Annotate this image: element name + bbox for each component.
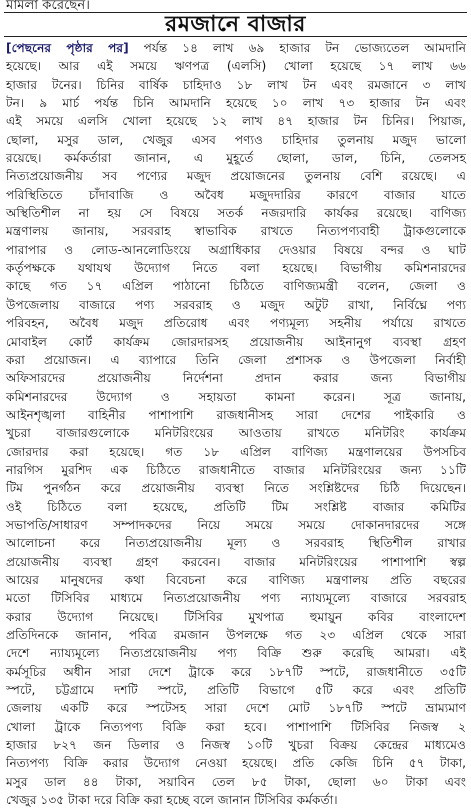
article-line: পারাপার ও লোড-আনলোডিংয়ে অগ্রাধিকার দেওয়ার বিষয়ে বন্দর ও ঘাট <box>6 242 466 257</box>
article-line: স্পটে, চট্টগ্রামে দশটি স্পটে, প্রতিটি বিভাগে ৫টি করে এবং প্রতিটি <box>6 683 466 698</box>
article-line: টিম পুনর্গঠন করে প্রয়োজনীয় ব্যবস্থা নিতে সংশ্লিষ্টদের চিঠি দিয়েছেন। <box>6 481 466 496</box>
continuation-kicker: [পেছনের পৃষ্ঠার পর] <box>6 41 129 55</box>
article-line: খোলা ট্রাকে নিত্যপণ্য বিক্রি করা হবে। পাশাপাশি টিসিবির নিজস্ব ২ <box>6 719 466 734</box>
article-line: রয়েছে। কর্মকর্তারা জানান, এ মুহূর্তে ছোলা, ডাল, চিনি, তেলসহ <box>6 151 466 166</box>
article-line: নিত্যপণ্য বিক্রি করার উদ্যোগ নেওয়া হয়েছে। প্রতি কেজি চিনি ৫৭ টাকা, <box>6 756 466 771</box>
article-line: কর্তৃপক্ষকে যথাযথ উদ্যোগ নিতে বলা হয়েছে। বিভাগীয় কমিশনারদের <box>6 261 466 276</box>
article-line: জোরদার করা হয়েছে। গত ১৮ এপ্রিল বাণিজ্য মন্ত্রণালয়ের উপসচিব <box>6 444 466 459</box>
article-line: খুচরা বাজারগুলোকে মনিটরিংয়ের আওতায় রাখতে মনিটরিং কার্যক্রম <box>6 426 466 441</box>
article-line: ওই চিঠিতে বলা হয়েছে, প্রতিটি টিম সংশ্লিষ্ট বাজার কমিটির <box>6 499 466 514</box>
article-line-first <box>6 39 466 57</box>
article-line: মতো টিসিবির মাধ্যমে নিত্যপ্রয়োজনীয় পণ্য ন্যায্যমূল্যে বাজারে সরবরাহ <box>6 591 466 606</box>
article-line: ছোলা, মসুর ডাল, খেজুর এসব পণ্যও চাহিদার তুলনায় মজুদ ভালো <box>6 132 466 147</box>
article-line: অস্থিতিশীল না হয় সে বিষয়ে সতর্ক নজরদারি কার্যকর রয়েছে। বাণিজ্য <box>6 206 466 221</box>
article-line: আইনশৃঙ্খলা বাহিনীর পাশাপাশি রাজধানীসহ সারা দেশের পাইকারি ও <box>6 407 466 422</box>
article-line: হয়েছে। আর এই সময়ে ঋণপত্র (এলসি) খোলা হয়েছে ১৭ লাখ ৬৬ <box>6 59 466 74</box>
article-body <box>6 39 466 809</box>
article-line: দেশে ন্যায্যমূল্যে নিত্যপ্রয়োজনীয় পণ্য বিক্রি শুরু করেছি আমরা। এই <box>6 646 466 661</box>
headline-bottom-rule <box>4 36 467 37</box>
article-line: সভাপতি/সাধারণ সম্পাদকদের নিয়ে সময়ে সময়ে দোকানদারদের সঙ্গে <box>6 517 466 532</box>
first-line-text: পর্যন্ত ১৪ লাখ ৬৯ হাজার টন ভোজ্যতেল আমদানি <box>128 41 466 55</box>
article-line: নিত্যপ্রয়োজনীয় সব পণ্যের মজুদ প্রয়োজনের তুলনায় বেশি রয়েছে। এ <box>6 169 466 184</box>
article-line: প্রয়োজনীয় ব্যবস্থা গ্রহণ করবেন। বাজার মনিটরিংয়ের পাশাপাশি স্বল্প <box>6 554 466 569</box>
article-line: হাজার টনের। চিনির বার্ষিক চাহিদাও ১৮ লাখ টন এবং রমজানে ৩ লাখ <box>6 77 466 92</box>
article-line: মসুর ডাল ৪৪ টাকা, সয়াবিন তেল ৮৫ টাকা, ছোলা ৬০ টাকা এবং <box>6 774 466 789</box>
article-line: নারগিস মুরশিদ এক চিঠিতে রাজধানীতে বাজার মনিটরিংয়ের জন্য ১১টি <box>6 462 466 477</box>
article-line: কমিশনারদের উদ্যোগ ও সহায়তা কামনা করেন। সূত্র জানায়, <box>6 389 466 404</box>
article-line: করা প্রয়োজন। এ ব্যাপারে তিনি জেলা প্রশাসক ও উপজেলা নির্বাহী <box>6 352 466 367</box>
article-line: উপজেলায় বাজারে পণ্য সরবরাহ ও মজুদ অটুট রাখা, নির্বিঘ্নে পণ্য <box>6 297 466 312</box>
article-line: আয়ের মানুষদের কথা বিবেচনা করে বাণিজ্য মন্ত্রণালয় প্রতি বছরের <box>6 572 466 587</box>
article-line: এই সময়ে এলসি খোলা হয়েছে ১২ লাখ ৪৭ হাজার টন চিনির। পিয়াজ, <box>6 114 466 129</box>
article-line: হাজার ৮২৭ জন ডিলার ও নিজস্ব ১০টি খুচরা বিক্রয় কেন্দ্রের মাধ্যমেও <box>6 738 466 753</box>
article-line: করার উদ্যোগ নিয়েছে। টিসিবির মুখপাত্র হুমায়ুন কবির বাংলাদেশ <box>6 609 466 624</box>
article-headline: রমজানে বাজার <box>165 11 306 37</box>
article-line: পরিস্থিতিতে চাঁদাবাজি ও অবৈধ মজুদদারির কারণে বাজার যাতে <box>6 187 466 202</box>
article-line: প্রতিদিনকে জানান, পবিত্র রমজান উপলক্ষে গত ২৩ এপ্রিল থেকে সারা <box>6 628 466 642</box>
article-line: খেজুর ১৩৫ টাকা দরে বিক্রি করা হচ্ছে বলে জানান টিসিবির কর্মকর্তা। <box>6 793 338 808</box>
previous-article-tail: মামলা করেছেন। <box>6 0 90 13</box>
article-line: জেলায় একটি করে স্পটেসহ সারা দেশে মোট ১৮৭টি স্পটে ভ্রাম্যমাণ <box>6 701 466 716</box>
article-line: টন। ৯ মার্চ পর্যন্ত চিনি আমদানি হয়েছে ১০ লাখ ৭৩ হাজার টন এবং <box>6 96 466 111</box>
article-line: আলোচনা করে নিত্যপ্রয়োজনীয় মূল্য ও সরবরাহ স্থিতিশীল রাখার <box>6 536 466 551</box>
article-line: পরিবহন, অবৈধ মজুদ প্রতিরোধ এবং পণ্যমূল্য সহনীয় পর্যায়ে রাখতে <box>6 316 466 331</box>
article-line: অফিসারদের প্রয়োজনীয় নির্দেশনা প্রদান করার জন্য বিভাগীয় <box>6 371 466 386</box>
article-line: কর্মসূচির অধীন সারা দেশে ট্রাকে করে ১৮৭টি স্পটে, রাজধানীতে ৩৫টি <box>6 664 466 679</box>
article-line: মোবাইল কোর্ট কার্যক্রম জোরদারসহ প্রয়োজনীয় আইনানুগ ব্যবস্থা গ্রহণ <box>6 334 466 349</box>
article-line: কাছে গত ১৭ এপ্রিল পাঠানো চিঠিতে বাণিজ্যমন্ত্রী বলেন, জেলা ও <box>6 279 466 294</box>
article-line: মন্ত্রণালয় জানায়, সরবরাহ স্বাভাবিক রাখতে নিত্যপণ্যবাহী ট্রাকগুলোকে <box>6 224 466 239</box>
